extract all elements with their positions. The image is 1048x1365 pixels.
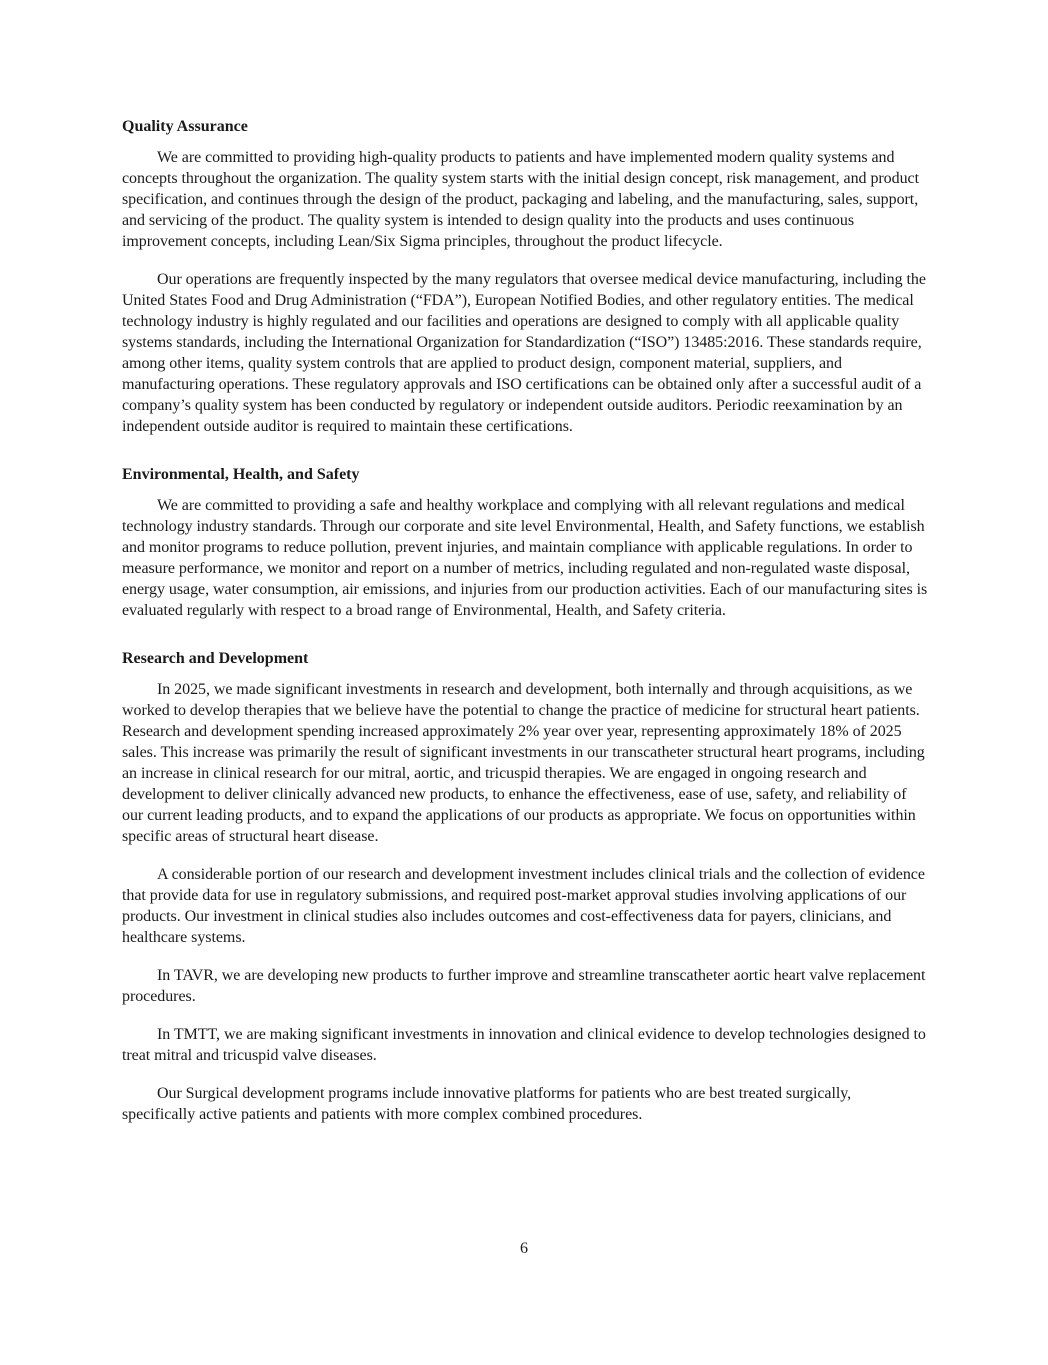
paragraph: In TAVR, we are developing new products to further improve and streamline transcatheter aortic heart valve replacement procedures. [122,967,926,1005]
section-heading: Quality Assurance [122,118,248,135]
paragraph: Our operations are frequently inspected by the many regulators that oversee medical device manufacturing, including the United States Food and Drug Administration (“FDA”), European Notified Bodies, and other regulatory entities. The medical technology industry is highly regulated and our facilities and operations are designed to comply with all applicable quality systems standards, including the International Organization for Standardization (“ISO”) 13485:2016. These standards require, among other items, quality system controls that are applied to product design, component material, suppliers, and manufacturing operations. These regulatory approvals and ISO certifications can be obtained only after a successful audit of a company’s quality system has been conducted by regulatory or independent outside auditors. Periodic reexamination by an independent outside auditor is required to maintain these certifications. [122,271,926,435]
document-page [122,116,928,1142]
section-research-development [122,648,928,1125]
paragraph: We are committed to providing a safe and healthy workplace and complying with all relevant regulations and medical technology industry standards. Through our corporate and site level Environmental, Health, and Safety functions, we establish and monitor programs to reduce pollution, prevent injuries, and maintain compliance with applicable regulations. In order to measure performance, we monitor and report on a number of metrics, including regulated and non-regulated waste disposal, energy usage, water consumption, air emissions, and injuries from our production activities. Each of our manufacturing sites is evaluated regularly with respect to a broad range of Environmental, Health, and Safety criteria. [122,497,928,619]
page-number: 6 [520,1240,528,1257]
section-quality-assurance [122,116,928,437]
paragraph: We are committed to providing high-quality products to patients and have implemented modern quality systems and concepts throughout the organization. The quality system starts with the initial design concept, risk management, and product specification, and continues through the design of the product, packaging and labeling, and the manufacturing, sales, support, and servicing of the product. The quality system is intended to design quality into the products and uses continuous improvement concepts, including Lean/Six Sigma principles, throughout the product lifecycle. [122,149,919,250]
paragraph: In 2025, we made significant investments in research and development, both internally and through acquisitions, as we worked to develop therapies that we believe have the potential to change the practice of medicine for structural heart patients. Research and development spending increased approximately 2% year over year, representing approximately 18% of 2025 sales. This increase was primarily the result of significant investments in our transcatheter structural heart programs, including an increase in clinical research for our mitral, aortic, and tricuspid therapies. We are engaged in ongoing research and development to deliver clinically advanced new products, to enhance the effectiveness, ease of use, safety, and reliability of our current leading products, and to expand the applications of our products as appropriate. We focus on opportunities within specific areas of structural heart disease. [122,681,925,845]
section-spacer [122,638,928,648]
paragraph: In TMTT, we are making significant investments in innovation and clinical evidence to develop technologies designed to treat mitral and tricuspid valve diseases. [122,1026,926,1064]
section-heading: Environmental, Health, and Safety [122,466,360,483]
paragraph: Our Surgical development programs include innovative platforms for patients who are best treated surgically, specifically active patients and patients with more complex combined procedures. [122,1085,852,1123]
section-spacer [122,454,928,464]
paragraph: A considerable portion of our research and development investment includes clinical trials and the collection of evidence that provide data for use in regulatory submissions, and required post-market approval studies involving applications of our products. Our investment in clinical studies also includes outcomes and cost-effectiveness data for payers, clinicians, and healthcare systems. [122,866,925,946]
section-environmental-health-safety [122,464,928,621]
section-heading: Research and Development [122,650,309,667]
